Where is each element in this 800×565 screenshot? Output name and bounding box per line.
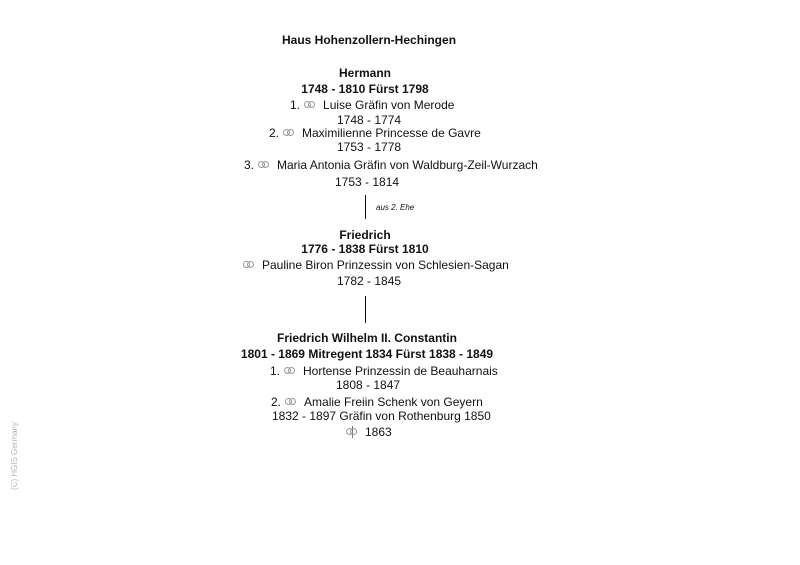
gen2-spouse — [243, 258, 509, 272]
gen3-spouse-1-dates: 1808 - 1847 — [336, 378, 401, 392]
gen1-spouse-2-dates: 1753 - 1778 — [337, 140, 402, 154]
marriage-rings-icon — [284, 367, 297, 375]
spouse-name: Maximilienne Princesse de Gavre — [302, 126, 481, 140]
marriage-rings-icon — [304, 101, 317, 109]
gen3-spouse-2 — [271, 395, 483, 409]
gen1-spouse-1 — [290, 98, 454, 112]
descent-note: aus 2. Ehe — [376, 203, 415, 212]
marriage-rings-icon — [243, 261, 256, 269]
gen1-name: Hermann — [338, 66, 392, 80]
gen3-dates: 1801 - 1869 Mitregent 1834 Fürst 1838 - 1849 — [240, 347, 494, 361]
gen1-spouse-1-dates: 1748 - 1774 — [337, 113, 402, 127]
spouse-number: 1. — [270, 364, 281, 378]
gen3-spouse-1 — [270, 364, 498, 378]
gen1-dates: 1748 - 1810 Fürst 1798 — [301, 82, 429, 96]
divorce-year: 1863 — [365, 425, 392, 439]
gen1-spouse-3-dates: 1753 - 1814 — [335, 175, 400, 189]
descent-line — [365, 195, 366, 219]
copyright-notice: (C) HGIS Germany — [10, 421, 19, 490]
spouse-name: Maria Antonia Gräfin von Waldburg-Zeil-Wurzach — [277, 158, 538, 172]
gen3-name: Friedrich Wilhelm II. Constantin — [277, 331, 457, 345]
descent-line — [365, 296, 366, 323]
spouse-name: Amalie Freiin Schenk von Geyern — [304, 395, 483, 409]
marriage-rings-icon — [285, 398, 298, 406]
divorce-rings-icon — [346, 428, 359, 436]
gen1-spouse-3 — [244, 158, 538, 172]
spouse-name: Hortense Prinzessin de Beauharnais — [303, 364, 498, 378]
spouse-number: 3. — [244, 158, 255, 172]
gen2-dates: 1776 - 1838 Fürst 1810 — [301, 242, 429, 256]
spouse-name: Pauline Biron Prinzessin von Schlesien-Sagan — [262, 258, 509, 272]
gen3-spouse-2-dates: 1832 - 1897 Gräfin von Rothenburg 1850 — [272, 409, 491, 423]
spouse-name: Luise Gräfin von Merode — [323, 98, 455, 112]
gen3-divorce — [346, 425, 392, 439]
spouse-number: 2. — [271, 395, 282, 409]
gen2-name: Friedrich — [339, 228, 391, 242]
gen1-spouse-2 — [269, 126, 481, 140]
spouse-number: 2. — [269, 126, 280, 140]
marriage-rings-icon — [258, 161, 271, 169]
page-title: Haus Hohenzollern-Hechingen — [282, 33, 457, 47]
gen2-spouse-dates: 1782 - 1845 — [337, 274, 402, 288]
spouse-number: 1. — [290, 98, 301, 112]
marriage-rings-icon — [283, 129, 296, 137]
